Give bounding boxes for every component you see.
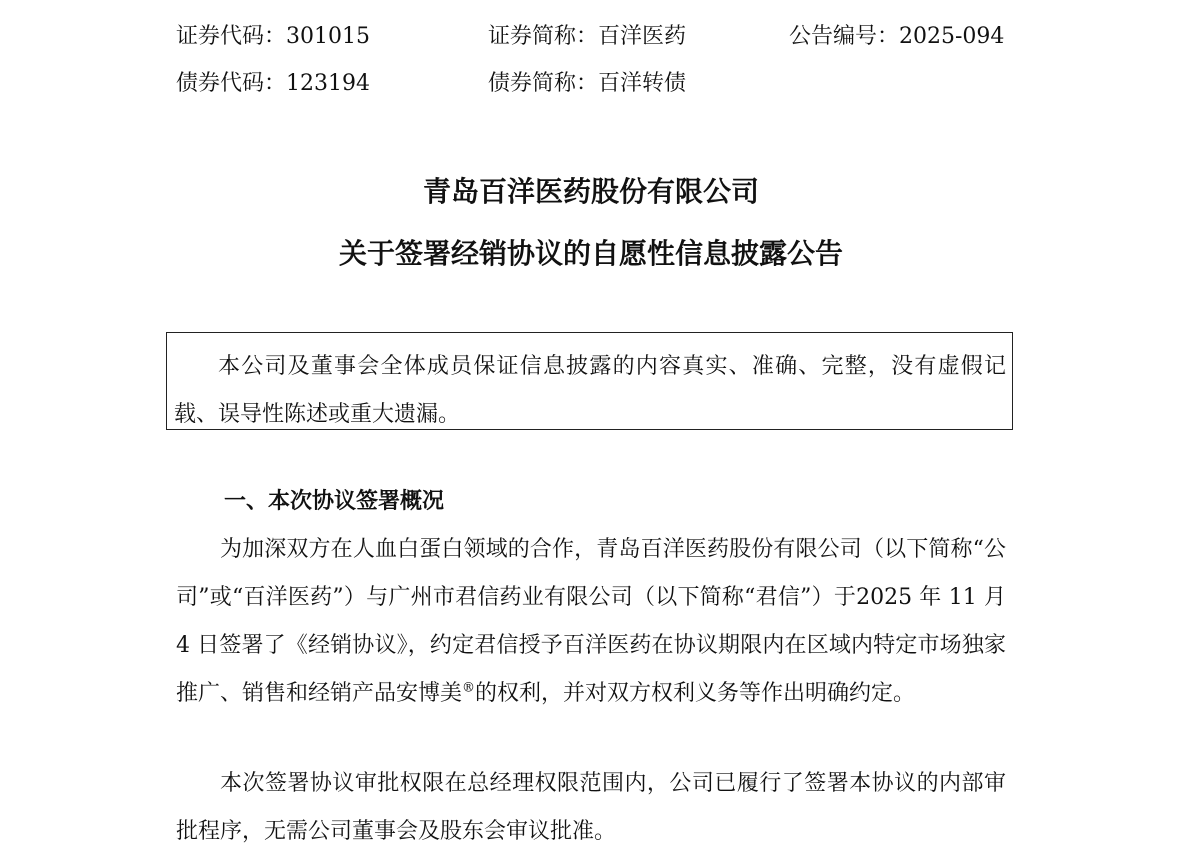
header-row-2	[0, 69, 1182, 99]
disclosure-notice-box	[166, 332, 1013, 430]
disclosure-notice-text: 本公司及董事会全体成员保证信息披露的内容真实、准确、完整，没有虚假记载、误导性陈述或重大遗漏。	[174, 354, 1006, 427]
stock-name: 证券简称：百洋医药	[488, 24, 687, 49]
paragraph-text: 为加深双方在人血白蛋白领域的合作，青岛百洋医药股份有限公司（以下简称“公司”或“百洋医药”）与广州市君信药业有限公司（以下简称“君信”）于2025 年 11 月 4 日签署了《经销协议》，约定君信授予百洋医药在协议期限内在区域内特定市场独家推广、销售和经销产品安博美	[176, 537, 1006, 706]
company-title: 青岛百洋医药股份有限公司	[422, 175, 759, 208]
stock-code: 证券代码：301015	[176, 24, 370, 49]
bond-code: 债券代码：123194	[176, 71, 370, 96]
announcement-title: 关于签署经销协议的自愿性信息披露公告	[338, 237, 843, 270]
paragraph-agreement-overview	[176, 526, 1006, 718]
announcement-number: 公告编号：2025-094	[789, 24, 1005, 49]
bond-name: 债券简称：百洋转债	[488, 71, 687, 96]
registered-trademark-mark: ®	[462, 680, 476, 696]
section-heading: 一、本次协议签署概况	[224, 489, 445, 514]
paragraph-text: 的权利，并对双方权利义务等作出明确约定。	[475, 681, 916, 706]
paragraph-approval: 本次签署协议审批权限在总经理权限范围内，公司已履行了签署本协议的内部审批程序，无需公司董事会及股东会审议批准。	[176, 771, 1006, 844]
header-row-1	[0, 22, 1182, 52]
